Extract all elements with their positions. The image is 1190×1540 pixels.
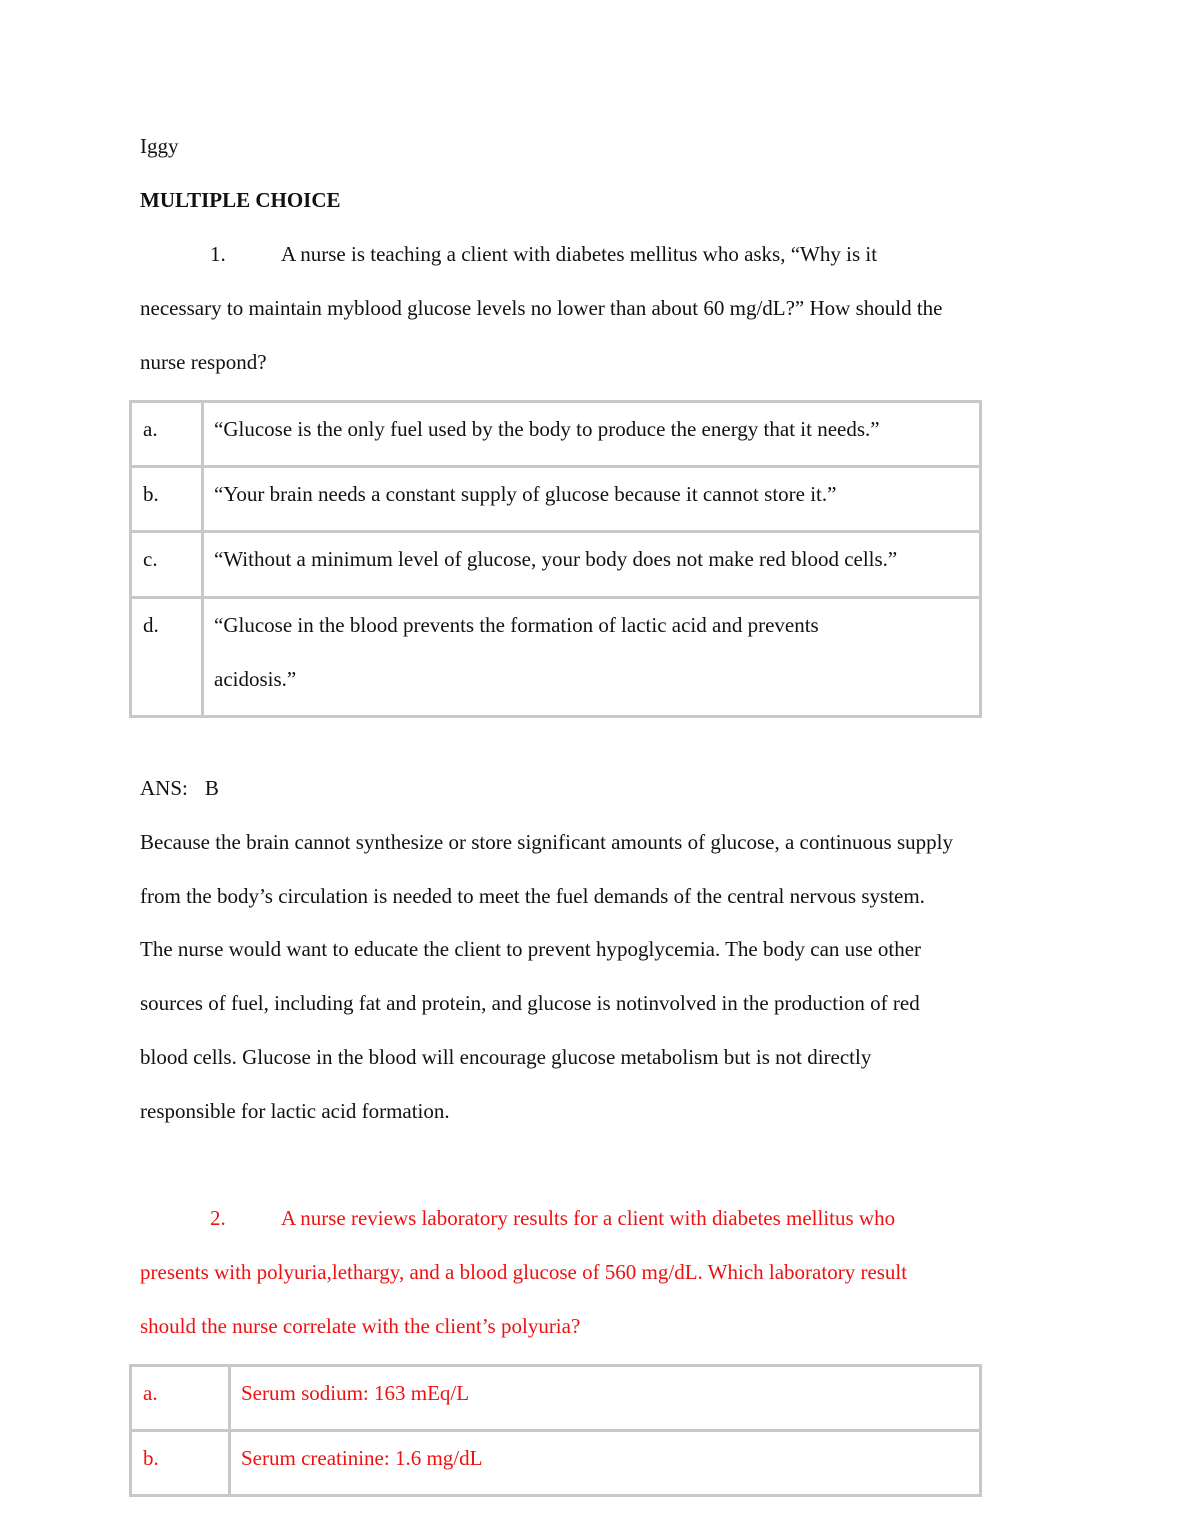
option-row: [131, 598, 981, 717]
question-stem-line: A nurse is teaching a client with diabetes mellitus who asks, “Why is it: [281, 242, 878, 266]
option-letter: c.: [131, 532, 203, 598]
option-letter: d.: [131, 598, 203, 717]
explanation-line: responsible for lactic acid formation.: [140, 1099, 450, 1123]
question-stem-line: A nurse reviews laboratory results for a client with diabetes mellitus who: [281, 1206, 896, 1230]
option-text: “Your brain needs a constant supply of glucose because it cannot store it.”: [203, 467, 981, 532]
section-title: MULTIPLE CHOICE: [140, 188, 341, 212]
question-stem-line: should the nurse correlate with the client’s polyuria?: [140, 1314, 581, 1338]
option-row: [131, 467, 981, 532]
answer-line: [140, 776, 219, 801]
explanation-line: The nurse would want to educate the client to prevent hypoglycemia. The body can use other: [140, 937, 922, 961]
option-text: Serum creatinine: 1.6 mg/dL: [230, 1431, 981, 1496]
option-row: [131, 1431, 981, 1496]
option-letter: a.: [131, 402, 203, 467]
explanation-line: from the body’s circulation is needed to meet the fuel demands of the central nervous system.: [140, 884, 925, 908]
option-text: “Glucose is the only fuel used by the body to produce the energy that it needs.”: [203, 402, 981, 467]
explanation-line: sources of fuel, including fat and protein, and glucose is notinvolved in the production of red: [140, 991, 920, 1015]
option-row: [131, 402, 981, 467]
option-row: [131, 532, 981, 598]
question-2-options-table: [129, 1364, 982, 1497]
option-letter: b.: [131, 467, 203, 532]
option-letter: a.: [131, 1366, 230, 1431]
option-text: [203, 598, 981, 717]
question-stem-line: necessary to maintain myblood glucose levels no lower than about 60 mg/dL?” How should the: [140, 296, 943, 320]
explanation-line: blood cells. Glucose in the blood will encourage glucose metabolism but is not directly: [140, 1045, 872, 1069]
option-text-line: “Glucose in the blood prevents the formation of lactic acid and prevents: [214, 613, 819, 637]
option-text: “Without a minimum level of glucose, your body does not make red blood cells.”: [203, 532, 981, 598]
option-row: [131, 1366, 981, 1431]
answer-label: ANS:: [140, 776, 188, 800]
option-text-line: acidosis.”: [214, 667, 297, 691]
question-number: 1.: [210, 242, 226, 266]
explanation-line: Because the brain cannot synthesize or store significant amounts of glucose, a continuous supply: [140, 830, 953, 854]
question-1-options-table: [129, 400, 982, 718]
document-header: Iggy: [140, 134, 179, 158]
option-text: Serum sodium: 163 mEq/L: [230, 1366, 981, 1431]
question-stem-line: nurse respond?: [140, 350, 267, 374]
question-number: 2.: [210, 1206, 226, 1230]
question-stem-line: presents with polyuria,lethargy, and a blood glucose of 560 mg/dL. Which laboratory result: [140, 1260, 908, 1284]
answer-value: B: [204, 776, 219, 800]
option-letter: b.: [131, 1431, 230, 1496]
